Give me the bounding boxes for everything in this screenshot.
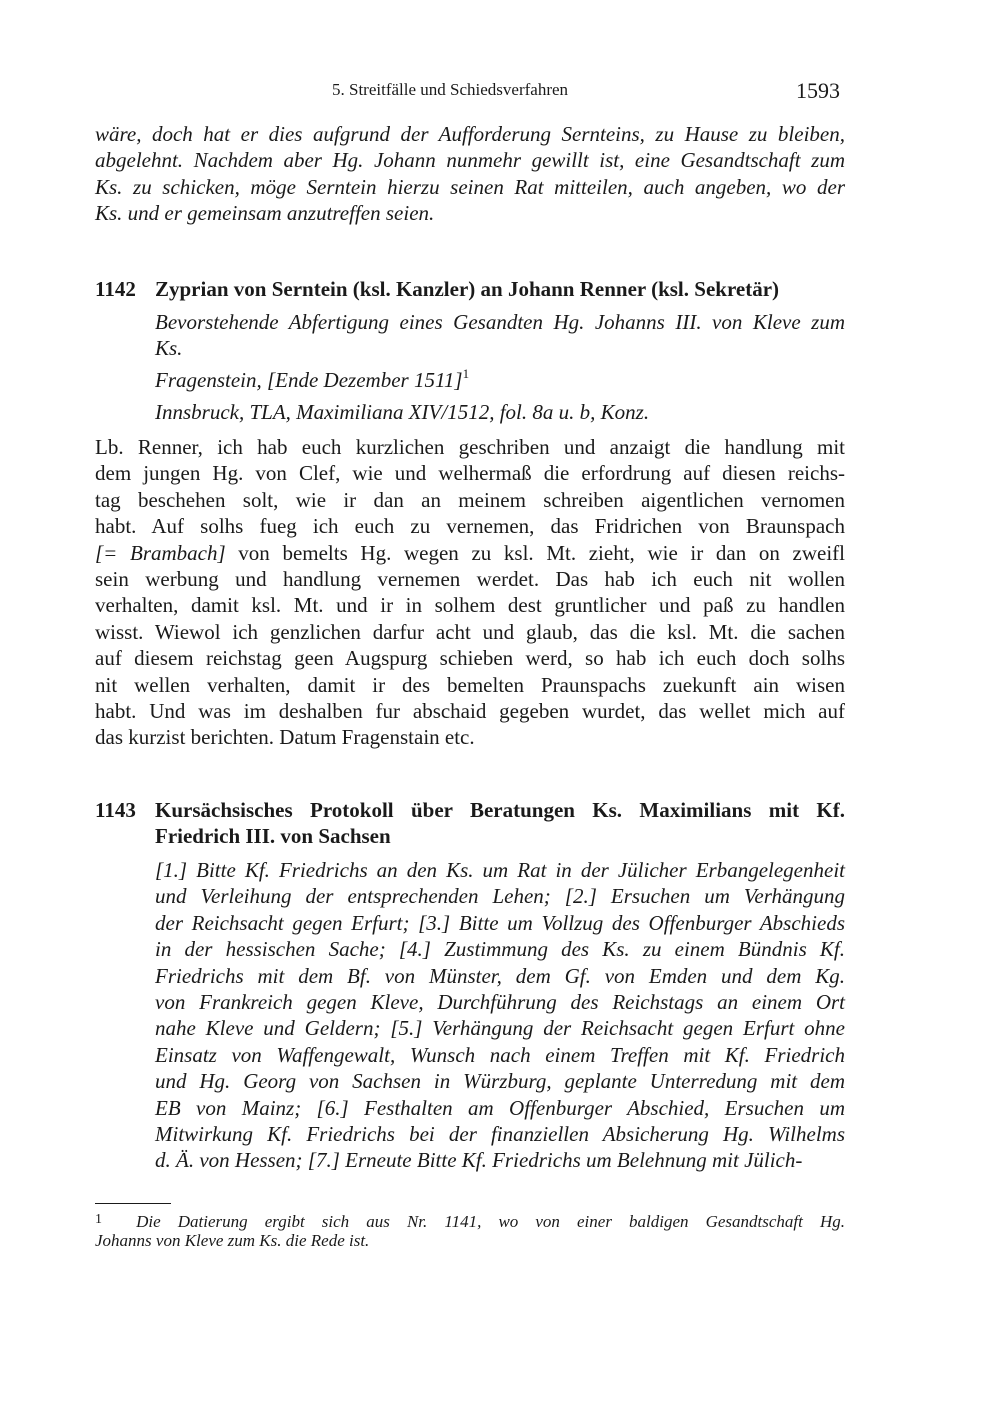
entry-title: Zyprian von Serntein (ksl. Kanzler) an Johann Renner (ksl. Sekretär) bbox=[155, 277, 780, 301]
text-line: Ks. und er gemeinsam anzutreffen seien. bbox=[95, 201, 435, 226]
entry-number: 1142 bbox=[95, 277, 136, 301]
text-line: habt. Auf solhs fueg ich euch zu vernemen, das Fridrichen von Braunspach bbox=[95, 514, 845, 539]
entry-source: Innsbruck, TLA, Maximiliana XIV/1512, fol. 8a u. b, Konz. bbox=[155, 400, 650, 424]
entry-1142-summary bbox=[155, 309, 845, 362]
footnote-rule bbox=[95, 1203, 171, 1204]
footnote-reference[interactable]: 1 bbox=[462, 366, 470, 381]
text-line: Lb. Renner, ich hab euch kurzlichen geschriben und anzaigt die handlung mit bbox=[95, 435, 845, 459]
text-line: Ks. zu schicken, möge Serntein hierzu seinen Rat mitteilen, auch angeben, wo der bbox=[95, 174, 845, 199]
text-segment: von bemelts Hg. wegen zu ksl. Mt. zieht, wie ir dan on zweifl bbox=[225, 540, 845, 565]
editorial-insertion: [= Brambach] bbox=[95, 540, 226, 565]
footnote-line: Die Datierung ergibt sich aus Nr. 1141, wo von einer baldigen Gesandtschaft Hg. bbox=[136, 1212, 845, 1231]
text-line: in der hessischen Sache; [4.] Zustimmung des Ks. zu einem Bündnis Kf. bbox=[155, 937, 845, 962]
text-line: d. Ä. von Hessen; [7.] Erneute Bitte Kf. Friedrichs um Belehnung mit Jülich- bbox=[155, 1148, 803, 1173]
text-line: Friedrich III. von Sachsen bbox=[155, 824, 391, 849]
text-line: EB von Mainz; [6.] Festhalten am Offenburger Abschied, Ersuchen um bbox=[155, 1095, 845, 1120]
text-line: habt. Und was im deshalben fur abschaid gegeben wurdet, das wellet mich auf bbox=[95, 698, 845, 723]
text-line: [1.] Bitte Kf. Friedrichs an den Ks. um Rat in der Jülicher Erbangelegenheit bbox=[155, 858, 845, 882]
text-line bbox=[95, 540, 845, 566]
intro-paragraph bbox=[95, 121, 845, 227]
text-line: das kurzist berichten. Datum Fragenstain etc. bbox=[95, 725, 475, 750]
text-line: wisst. Wiewol ich genzlichen darfur acht und glaub, das die ksl. Mt. die sachen bbox=[95, 619, 845, 644]
text-line: dem jungen Hg. von Clef, wie und welhermaß die erfordrung auf diesen reichs- bbox=[95, 461, 845, 486]
text-line: tag beschehen solt, wie ir dan an meinem schreiben aigentlichen vernomen bbox=[95, 487, 845, 512]
text-line: verhalten, damit ksl. Mt. und ir in solhem dest gruntlicher und paß zu handlen bbox=[95, 593, 845, 618]
text-line: Bevorstehende Abfertigung eines Gesandten Hg. Johanns III. von Kleve zum bbox=[155, 310, 845, 334]
text-line: sein werbung und handlung vernemen werdet. Das hab ich euch nit wollen bbox=[95, 566, 845, 591]
entry-title bbox=[155, 797, 845, 850]
text-line: abgelehnt. Nachdem aber Hg. Johann nunmehr gewillt ist, eine Gesandtschaft zum bbox=[95, 148, 845, 173]
page-number: 1593 bbox=[796, 78, 840, 103]
text-line: und Verleihung der entsprechenden Lehen; [2.] Ersuchen um Verhängung bbox=[155, 884, 845, 909]
text-line: und Hg. Georg von Sachsen in Würzburg, geplante Unterredung mit dem bbox=[155, 1069, 845, 1094]
text-line: nit wellen verhalten, damit ir des bemelten Praunspachs zuekunft ain wisen bbox=[95, 672, 845, 697]
text-line: nahe Kleve und Geldern; [5.] Verhängung der Reichsacht gegen Erfurt ohne bbox=[155, 1016, 845, 1041]
text-line: Friedrichs mit dem Bf. von Münster, dem Gf. von Emden und dem Kg. bbox=[155, 963, 845, 988]
text-line: Ks. bbox=[155, 336, 183, 361]
entry-number: 1143 bbox=[95, 798, 136, 822]
text-line: Kursächsisches Protokoll über Beratungen Ks. Maximilians mit Kf. bbox=[155, 798, 845, 822]
entry-1142-body bbox=[95, 434, 845, 751]
footnote-line: Johanns von Kleve zum Ks. die Rede ist. bbox=[95, 1231, 370, 1250]
text-line: Mitwirkung Kf. Friedrichs bei der finanziellen Absicherung Hg. Wilhelms bbox=[155, 1121, 845, 1146]
footnote-marker: 1 bbox=[95, 1212, 102, 1227]
text-line: von Frankreich gegen Kleve, Durchführung des Reichstags an einem Ort bbox=[155, 989, 845, 1014]
text-line: auf diesem reichstag geen Augspurg schieben werd, so hab ich euch doch solhs bbox=[95, 646, 845, 671]
date-text: Fragenstein, [Ende Dezember 1511] bbox=[155, 368, 463, 392]
entry-1143-summary bbox=[155, 857, 845, 1174]
entry-date bbox=[155, 367, 469, 393]
text-line: Einsatz von Waffengewalt, Wunsch nach einem Treffen mit Kf. Friedrich bbox=[155, 1042, 845, 1067]
text-line: der Reichsacht gegen Erfurt; [3.] Bitte um Vollzug des Offenburger Abschieds bbox=[155, 910, 845, 935]
footnote bbox=[95, 1212, 845, 1250]
entry-1142 bbox=[95, 276, 845, 302]
entry-1143 bbox=[95, 797, 845, 850]
text-line: wäre, doch hat er dies aufgrund der Aufforderung Sernteins, zu Hause zu bleiben, bbox=[95, 122, 845, 146]
running-title: 5. Streitfälle und Schiedsverfahren bbox=[332, 80, 569, 99]
